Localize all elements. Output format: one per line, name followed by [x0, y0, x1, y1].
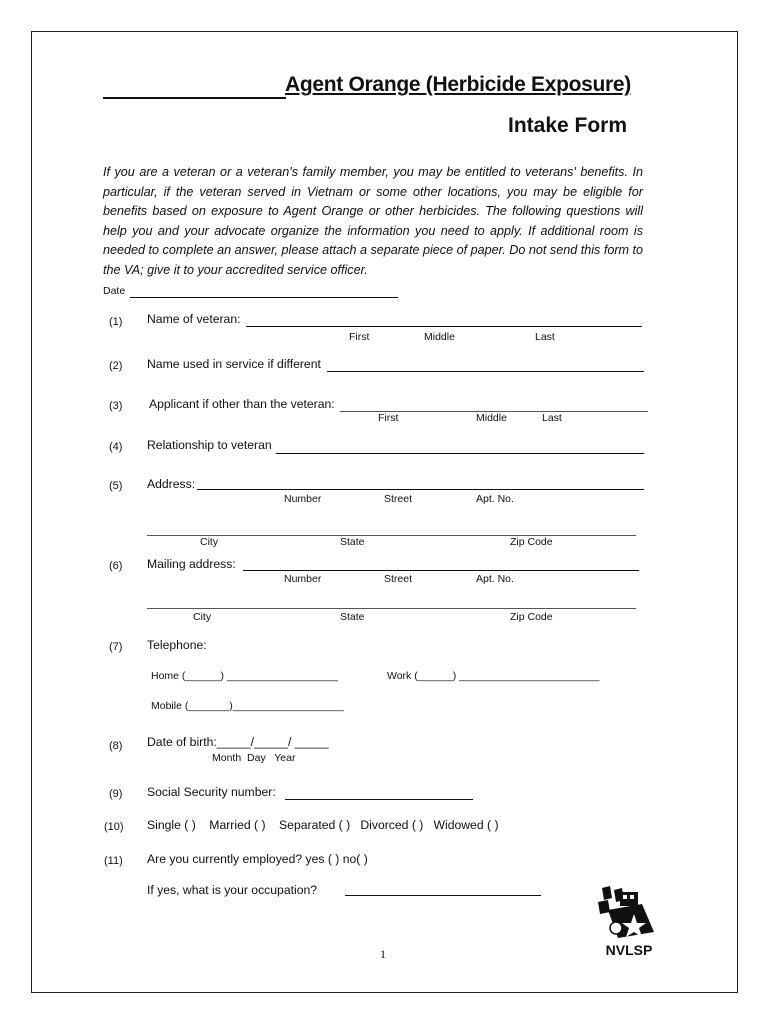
form-title: Agent Orange (Herbicide Exposure)	[285, 73, 632, 96]
item-number: (3)	[109, 400, 123, 412]
item-number: (7)	[109, 641, 123, 653]
caption-first: First	[378, 412, 399, 424]
caption-number: Number	[284, 493, 322, 505]
item-number: (8)	[109, 740, 123, 752]
item-number: (11)	[104, 855, 123, 867]
item-number: (1)	[109, 316, 123, 328]
caption-apt: Apt. No.	[476, 573, 514, 585]
work-phone-field[interactable]: Work (______) ________________________	[387, 670, 600, 682]
employed-question[interactable]: Are you currently employed? yes ( ) no( )	[147, 852, 368, 866]
veteran-name-field[interactable]	[246, 326, 642, 327]
item-number: (9)	[109, 788, 123, 800]
caption-zip: Zip Code	[510, 611, 553, 623]
item-number: (10)	[104, 821, 124, 833]
item-number: (6)	[109, 560, 123, 572]
mailing-city-field[interactable]	[147, 608, 636, 609]
ssn-field[interactable]	[285, 799, 473, 800]
occupation-field[interactable]	[345, 895, 541, 896]
service-name-field[interactable]	[327, 371, 644, 372]
dob-caption: Month Day Year	[212, 752, 296, 764]
date-field[interactable]	[130, 297, 398, 298]
caption-zip: Zip Code	[510, 536, 553, 548]
applicant-label: Applicant if other than the veteran:	[149, 397, 335, 411]
mailing-address-field[interactable]	[243, 570, 639, 571]
form-subtitle: Intake Form	[508, 114, 628, 137]
item-number: (5)	[109, 480, 123, 492]
caption-street: Street	[384, 573, 413, 585]
mobile-phone-field[interactable]: Mobile (_______)___________________	[151, 700, 344, 712]
caption-state: State	[340, 611, 365, 623]
caption-middle: Middle	[424, 331, 455, 343]
caption-last: Last	[542, 412, 562, 424]
logo-text: NVLSP	[605, 942, 653, 958]
service-name-label: Name used in service if different	[147, 357, 321, 371]
date-label: Date	[103, 285, 126, 297]
ssn-label: Social Security number:	[147, 785, 276, 799]
caption-apt: Apt. No.	[476, 493, 514, 505]
caption-street: Street	[384, 493, 413, 505]
occupation-label: If yes, what is your occupation?	[147, 883, 318, 897]
address-field[interactable]	[197, 489, 644, 490]
caption-first: First	[349, 331, 370, 343]
caption-middle: Middle	[476, 412, 507, 424]
title-rule	[103, 97, 286, 99]
home-phone-field[interactable]: Home (______) ___________________	[151, 670, 338, 682]
caption-last: Last	[535, 331, 555, 343]
page-number: 1	[380, 947, 386, 961]
address-city-field[interactable]	[147, 535, 636, 536]
caption-city: City	[200, 536, 219, 548]
mailing-address-label: Mailing address:	[147, 557, 236, 571]
caption-city: City	[193, 611, 212, 623]
dob-field[interactable]: Date of birth:_____/_____/ _____	[147, 735, 329, 749]
nvlsp-logo	[596, 884, 662, 958]
item-number: (2)	[109, 360, 123, 372]
caption-number: Number	[284, 573, 322, 585]
marital-status-options[interactable]: Single ( ) Married ( ) Separated ( ) Divorced ( ) Widowed ( )	[147, 818, 499, 832]
telephone-label: Telephone:	[147, 638, 207, 652]
relationship-label: Relationship to veteran	[147, 438, 272, 452]
veteran-name-label: Name of veteran:	[147, 312, 241, 326]
intro-paragraph: If you are a veteran or a veteran's family member, you may be entitled to veterans' benefits. In particular, if the veteran served in Vietnam or some other locations, you may be eligible for benefits based on exposure to Agent Orange or other herbicides. The following questions will help you and your advocate organize the information you need to apply. If additional room is needed to complete an answer, please attach a separate piece of paper. Do not send this form to the VA; give it to your accredited service officer.	[103, 165, 644, 277]
address-label: Address:	[147, 477, 196, 491]
item-number: (4)	[109, 441, 123, 453]
relationship-field[interactable]	[276, 453, 644, 454]
caption-state: State	[340, 536, 365, 548]
